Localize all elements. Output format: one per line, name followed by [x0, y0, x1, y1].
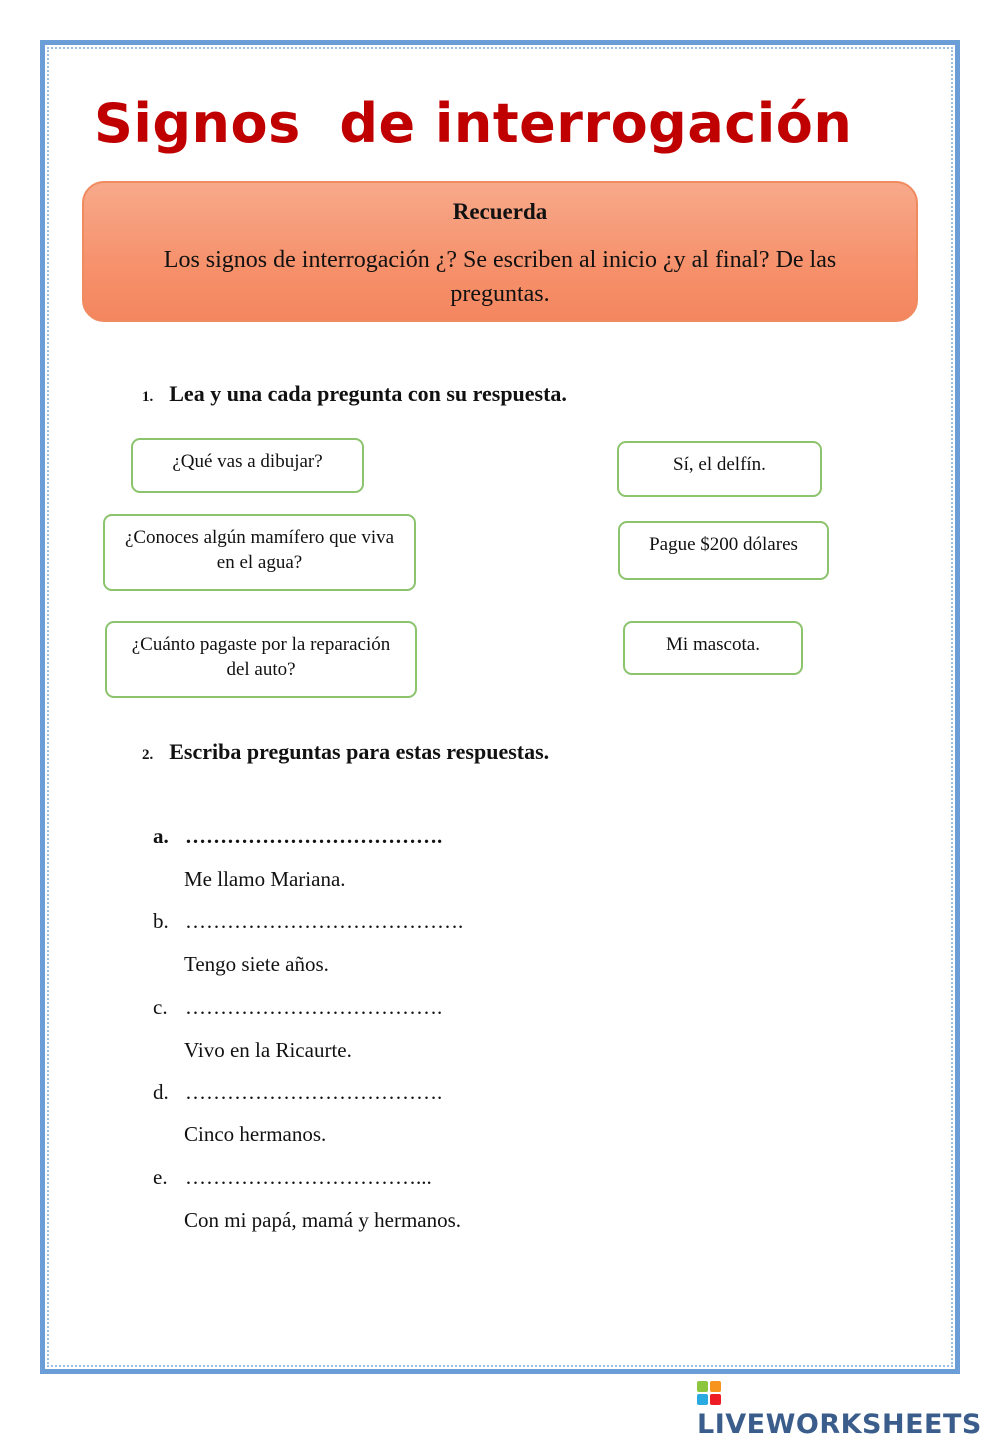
item-label: a. [153, 824, 169, 848]
page-title: Signos de interrogación [94, 92, 853, 155]
section-2-heading [142, 739, 549, 765]
question-card-1[interactable] [131, 438, 364, 493]
answer-blank-a[interactable]: ………………………………. [185, 824, 443, 848]
item-label: d. [153, 1080, 169, 1104]
recuerda-body: Los signos de interrogación ¿? Se escriben al inicio ¿y al final? De las preguntas. [163, 247, 837, 307]
answer-line-c: Vivo en la Ricaurte. [184, 1038, 352, 1062]
section-1-number: 1. [142, 389, 154, 405]
item-label: c. [153, 995, 168, 1019]
question-line-e [153, 1165, 432, 1190]
liveworksheets-brand[interactable] [697, 1378, 1000, 1440]
section-2-number: 2. [142, 747, 154, 763]
answer-line-d: Cinco hermanos. [184, 1122, 327, 1146]
answer-line-a: Me llamo Mariana. [184, 867, 346, 891]
answer-text: Mi mascota. [666, 634, 760, 655]
question-line-c [153, 995, 442, 1020]
answer-blank-b[interactable]: …………………………………. [185, 909, 464, 933]
question-card-2[interactable] [103, 514, 416, 591]
answer-line-b: Tengo siete años. [184, 952, 329, 976]
brand-text: LIVEWORKSHEETS [697, 1409, 982, 1440]
question-line-d [153, 1080, 442, 1105]
question-card-3[interactable] [105, 621, 417, 698]
section-1-heading [142, 381, 567, 407]
question-text: ¿Conoces algún mamífero que viva en el agua? [124, 527, 395, 573]
section-1-title: Lea y una cada pregunta con su respuesta. [169, 381, 567, 406]
recuerda-heading: Recuerda [452, 199, 548, 224]
answer-card-1[interactable] [617, 441, 822, 497]
question-text: ¿Cuánto pagaste por la reparación del auto? [131, 634, 391, 680]
question-text: ¿Qué vas a dibujar? [172, 451, 323, 472]
question-line-a [153, 824, 442, 849]
item-label: b. [153, 909, 169, 933]
answer-blank-e[interactable]: ……………………………... [185, 1165, 432, 1189]
recuerda-box [82, 181, 918, 322]
answer-text: Sí, el delfín. [673, 454, 766, 475]
liveworksheets-logo-icon [697, 1381, 721, 1405]
section-2-title: Escriba preguntas para estas respuestas. [169, 739, 550, 764]
answer-blank-d[interactable]: ………………………………. [185, 1080, 443, 1104]
answer-card-2[interactable] [618, 521, 829, 580]
answer-blank-c[interactable]: ………………………………. [185, 995, 443, 1019]
answer-text: Pague $200 dólares [649, 534, 798, 555]
item-label: e. [153, 1165, 168, 1189]
answer-line-e: Con mi papá, mamá y hermanos. [184, 1208, 462, 1232]
answer-card-3[interactable] [623, 621, 803, 675]
question-line-b [153, 909, 463, 934]
